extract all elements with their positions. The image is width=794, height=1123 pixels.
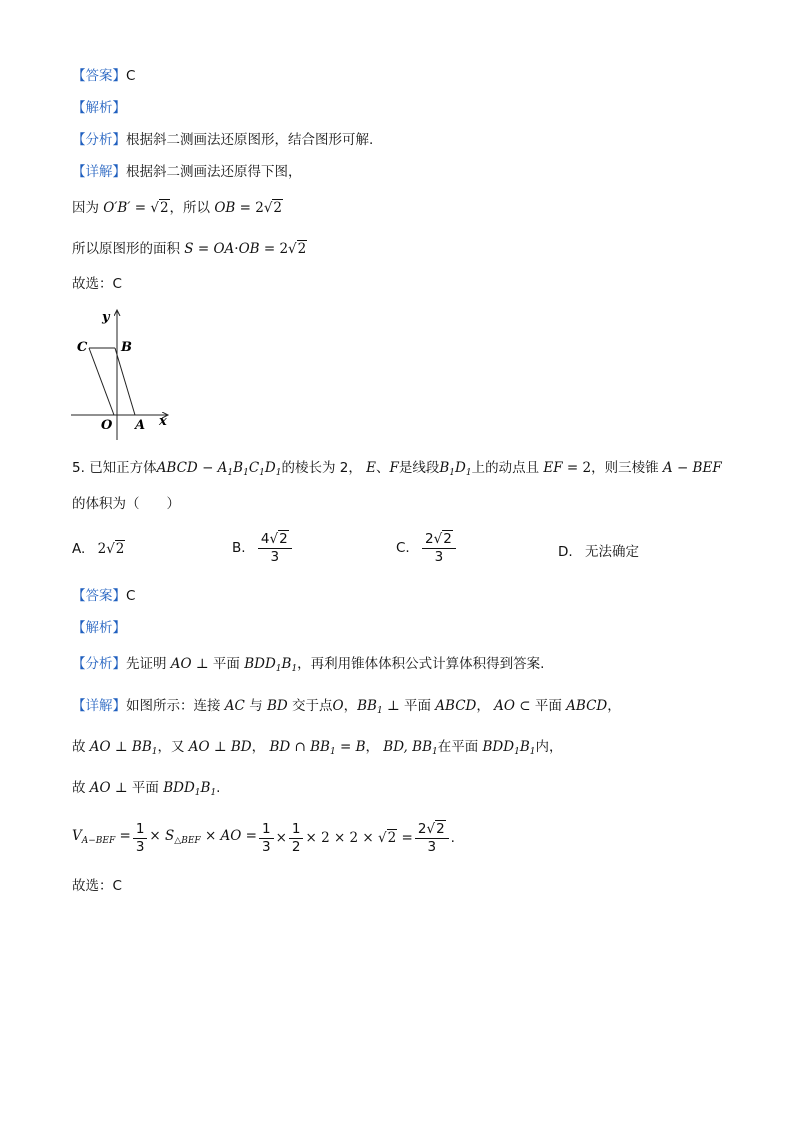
option-b-value: $\frac{4√2}{3}$ — [258, 530, 292, 566]
option-b-label: B. — [232, 540, 246, 556]
plane-abcd-2: ABCD — [566, 698, 608, 714]
stem-part: 的棱长为 2， — [281, 460, 362, 476]
q5-stem-line2 — [72, 494, 180, 514]
formula-area: S = OA·OB = 2√2 — [184, 241, 307, 257]
formula-ao-bb1: AO ⊥ $BB_1$ — [89, 739, 158, 757]
deduce-part: ，又 — [157, 739, 185, 755]
formula-ao-bd: AO ⊥ BD — [188, 739, 252, 755]
point-e: E — [366, 460, 376, 476]
option-a-value: 2√2 — [97, 541, 125, 557]
choose-text: 故选：C — [72, 878, 122, 894]
formula-ao-perp-2: AO ⊥ — [89, 780, 128, 796]
formula-ao-sub: AO ⊂ — [494, 698, 531, 714]
choose-text: 故选：C — [72, 276, 122, 292]
q4-choose-line — [72, 274, 122, 294]
fenxi-part: ，再利用锥体体积公式计算体积得到答案. — [297, 656, 545, 672]
q5-answer-line — [72, 586, 135, 606]
question-number: 5. — [72, 460, 85, 476]
option-c-label: C. — [396, 540, 410, 556]
segment-ba — [115, 348, 135, 415]
q4-analysis-title — [72, 98, 126, 118]
formula-cube: ABCD − $A_1B_1C_1D_1$ — [156, 460, 282, 478]
plane-bdd1b1-3: $BDD_1B_1$ — [163, 780, 217, 798]
formula-ao-perp: AO ⊥ — [170, 656, 209, 672]
detail-part: 如图所示：连接 — [126, 698, 221, 714]
coordinate-figure — [66, 305, 181, 443]
option-d[interactable] — [558, 540, 639, 560]
label-y: y — [102, 310, 110, 325]
segment-co — [89, 348, 114, 415]
detail-part: 与 — [249, 698, 263, 714]
stem-part: ，则三棱锥 — [591, 460, 659, 476]
label-b: B — [121, 340, 132, 355]
so-text: ，所以 — [169, 200, 211, 216]
frac-result: $\frac{2√2}{3}$ — [415, 820, 449, 856]
detail-part: 平面 — [403, 698, 431, 714]
deduce-part: 在平面 — [437, 739, 479, 755]
volume-formula: $V_{A-BEF}$ = $\frac{1}{3}$ × $S_{\triangle BEF}$ × AO = $\frac{1}{3}$ × $\frac{1}{2}$ × 2 × 2 × √2 = $\frac{2√2}{3}$ . — [72, 820, 455, 855]
formula-bd-bb1: BD, $BB_1$ — [383, 739, 438, 757]
formula-volume-mid: × $S_{\triangle BEF}$ × AO = — [149, 827, 257, 846]
segment-b1d1: $B_1D_1$ — [439, 460, 472, 478]
label-o: O — [101, 418, 113, 433]
fenxi-tag: 【分析】 — [72, 132, 126, 148]
q5-conclude-line: 故 AO ⊥ 平面 $BDD_1B_1$. — [72, 780, 221, 798]
frac-one-half: $\frac{1}{2}$ — [289, 821, 304, 856]
option-a-label: A. — [72, 541, 86, 557]
plane-bdd1b1: $BDD_1B_1$ — [244, 656, 298, 674]
area-text: 所以原图形的面积 — [72, 241, 180, 257]
pyramid-name: A − BEF — [662, 460, 722, 476]
label-a: A — [135, 418, 146, 433]
formula-ef: EF = 2 — [543, 460, 592, 476]
analysis-tag: 【解析】 — [72, 100, 126, 116]
formula-ob: OB = 2√2 — [214, 200, 283, 216]
option-d-label: D. — [558, 544, 573, 560]
answer-value: C — [126, 588, 136, 604]
q5-choose-line — [72, 876, 122, 896]
label-c: C — [77, 340, 88, 355]
option-a[interactable] — [72, 540, 125, 557]
formula-bd-cap: BD ∩ $BB_1 = B$ — [269, 739, 366, 757]
fenxi-tag: 【分析】 — [72, 656, 126, 672]
detail-part: 交于点 — [292, 698, 333, 714]
segment-ac: AC — [224, 698, 245, 714]
q4-because-line — [72, 198, 283, 218]
formula-volume-tail: × 2 × 2 × √2 = — [305, 830, 413, 846]
formula-bb1-perp: $BB_1$ ⊥ — [357, 698, 400, 716]
detail-tag: 【详解】 — [72, 698, 126, 714]
detail-part: 平面 — [534, 698, 562, 714]
point-f: F — [389, 460, 399, 476]
option-b[interactable] — [232, 530, 294, 566]
plane-abcd: ABCD — [435, 698, 477, 714]
detail-text: 根据斜二测画法还原得下图， — [126, 164, 302, 180]
fenxi-part: 平面 — [212, 656, 240, 672]
label-x: x — [159, 414, 167, 429]
stem-part: 是线段 — [398, 460, 440, 476]
q5-fenxi-line — [72, 654, 544, 679]
segment-bd: BD — [266, 698, 288, 714]
q4-answer-line — [72, 66, 135, 86]
answer-value: C — [126, 68, 136, 84]
deduce-part: 内， — [535, 739, 563, 755]
detail-tag: 【详解】 — [72, 164, 126, 180]
stem-part: 上的动点且 — [471, 460, 540, 476]
conclude-part: 故 — [72, 780, 86, 796]
option-d-value: 无法确定 — [584, 544, 639, 560]
q4-area-line — [72, 239, 307, 259]
q4-fenxi-line — [72, 130, 373, 150]
q4-detail-line — [72, 162, 302, 182]
fenxi-text: 根据斜二测画法还原图形，结合图形可解. — [126, 132, 374, 148]
frac-one-third-2: $\frac{1}{3}$ — [259, 821, 274, 856]
point-o: O — [332, 698, 344, 714]
formula-volume: $V_{A-BEF}$ = — [72, 827, 131, 846]
formula-ob-prime: O′B′ = √2 — [103, 200, 169, 216]
deduce-part: 故 — [72, 739, 86, 755]
option-c[interactable] — [396, 530, 458, 566]
plane-bdd1b1-2: $BDD_1B_1$ — [482, 739, 536, 757]
fenxi-part: 先证明 — [126, 656, 167, 672]
q5-deduce-line: 故 AO ⊥ $BB_1$，又 AO ⊥ BD， BD ∩ $BB_1 = B$， BD, $BB_1$在平面 $BDD_1B_1$内， — [72, 739, 563, 757]
analysis-tag: 【解析】 — [72, 620, 126, 636]
times-sign: × — [275, 830, 287, 846]
option-c-value: $\frac{2√2}{3}$ — [422, 530, 456, 566]
stem-part: 已知正方体 — [89, 460, 157, 476]
q5-stem-line1 — [72, 458, 722, 483]
stem-part: 的体积为（ ） — [72, 496, 180, 512]
q5-detail-line: 【详解】如图所示：连接 AC 与 BD 交于点O，$BB_1$ ⊥ 平面 ABCD， AO ⊂ 平面 ABCD， — [72, 698, 621, 716]
because-text: 因为 — [72, 200, 99, 216]
answer-tag: 【答案】 — [72, 588, 126, 604]
answer-tag: 【答案】 — [72, 68, 126, 84]
conclude-part: 平面 — [131, 780, 159, 796]
q5-analysis-title — [72, 618, 126, 638]
stem-part: 、 — [376, 460, 390, 476]
frac-one-third: $\frac{1}{3}$ — [133, 821, 148, 856]
